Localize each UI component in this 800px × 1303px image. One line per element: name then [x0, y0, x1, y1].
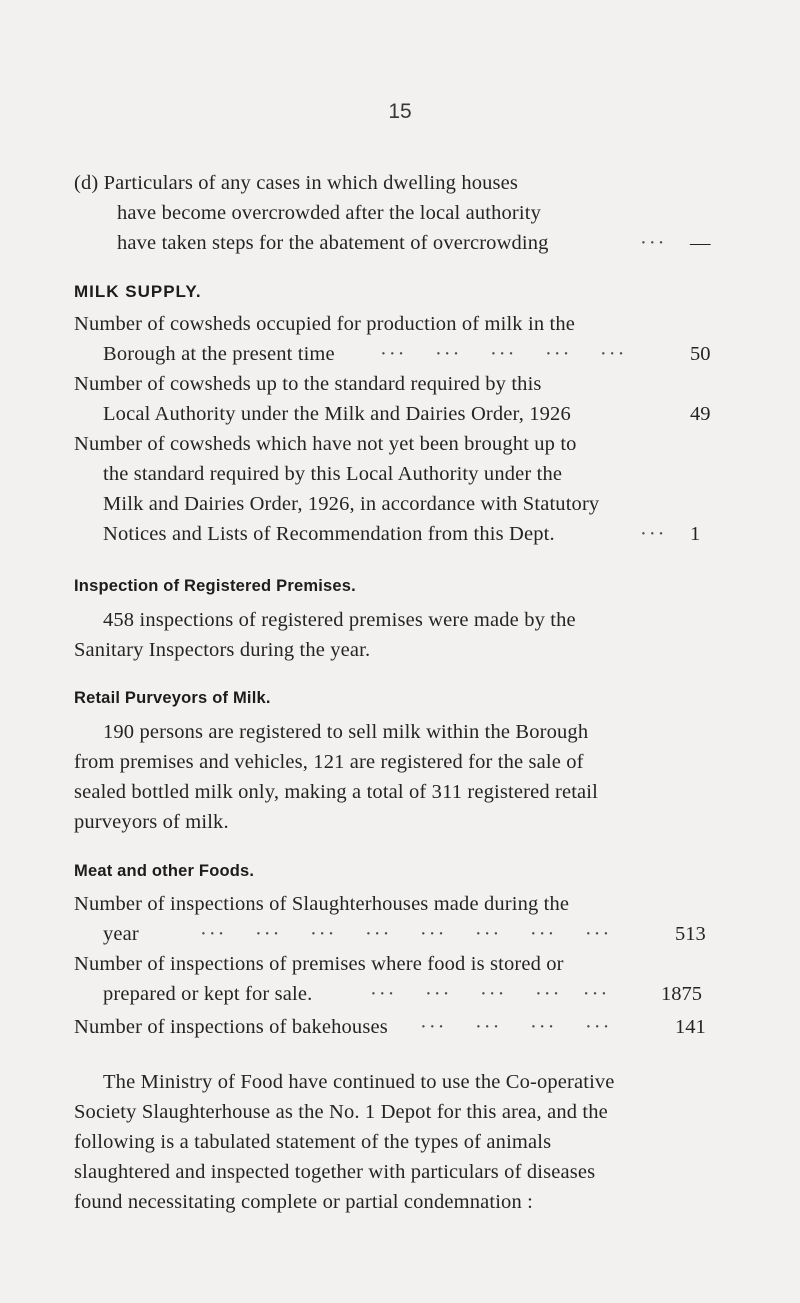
meat-item-value: 513	[675, 923, 706, 945]
retail-heading: Retail Purveyors of Milk.	[74, 689, 271, 707]
milk-item-line: Local Authority under the Milk and Dairies Order, 1926	[103, 403, 571, 425]
retail-line: sealed bottled milk only, making a total of 311 registered retail	[74, 781, 599, 803]
section-d-line: have become overcrowded after the local authority	[117, 202, 541, 224]
meat-item-value: 141	[675, 1016, 706, 1038]
dot-leader: ··· ··· ··· ··· ··· ··· ··· ···	[200, 923, 612, 945]
milk-item-value: 49	[690, 403, 711, 425]
milk-item-line: Milk and Dairies Order, 1926, in accordance with Statutory	[103, 493, 600, 515]
meat-heading: Meat and other Foods.	[74, 862, 255, 880]
closing-line: slaughtered and inspected together with particulars of diseases	[74, 1161, 596, 1183]
section-d-value: —	[690, 232, 711, 254]
inspection-line: Sanitary Inspectors during the year.	[74, 639, 371, 661]
meat-item-line: Number of inspections of Slaughterhouses made during the	[74, 893, 570, 915]
meat-item-line: year	[103, 923, 139, 945]
retail-line: purveyors of milk.	[74, 811, 229, 833]
closing-line: found necessitating complete or partial condemnation :	[74, 1191, 533, 1213]
dot-leader: ··· ··· ··· ··· ···	[380, 343, 627, 365]
milk-item-line: Number of cowsheds which have not yet been brought up to	[74, 433, 577, 455]
inspection-heading: Inspection of Registered Premises.	[74, 577, 356, 595]
meat-item-line: Number of inspections of bakehouses	[74, 1016, 388, 1038]
milk-supply-heading: MILK SUPPLY.	[74, 282, 202, 301]
milk-item-value: 50	[690, 343, 711, 365]
section-d-line: have taken steps for the abatement of overcrowding	[117, 232, 549, 254]
milk-item-line: Number of cowsheds up to the standard required by this	[74, 373, 542, 395]
meat-item-line: Number of inspections of premises where food is stored or	[74, 953, 564, 975]
page-number: 15	[388, 100, 412, 123]
milk-item-value: 1	[690, 523, 701, 545]
milk-item-line: Notices and Lists of Recommendation from this Dept.	[103, 523, 555, 545]
inspection-line: 458 inspections of registered premises were made by the	[103, 609, 576, 631]
meat-item-line: prepared or kept for sale.	[103, 983, 313, 1005]
closing-line: Society Slaughterhouse as the No. 1 Depot for this area, and the	[74, 1101, 608, 1123]
milk-item-line: the standard required by this Local Authority under the	[103, 463, 563, 485]
dot-leader: ··· ··· ··· ··· ···	[370, 983, 610, 1005]
closing-line: following is a tabulated statement of the types of animals	[74, 1131, 552, 1153]
closing-line: The Ministry of Food have continued to use the Co-operative	[103, 1071, 615, 1093]
dot-leader: ··· ··· ··· ···	[420, 1016, 612, 1038]
milk-item-line: Borough at the present time	[103, 343, 335, 365]
meat-item-value: 1875	[661, 983, 702, 1005]
milk-item-line: Number of cowsheds occupied for production of milk in the	[74, 313, 576, 335]
dot-leader: ···	[640, 523, 667, 545]
dot-leader: ···	[640, 232, 667, 254]
retail-line: 190 persons are registered to sell milk within the Borough	[103, 721, 589, 743]
retail-line: from premises and vehicles, 121 are registered for the sale of	[74, 751, 584, 773]
section-d-line: (d) Particulars of any cases in which dwelling houses	[74, 172, 519, 194]
